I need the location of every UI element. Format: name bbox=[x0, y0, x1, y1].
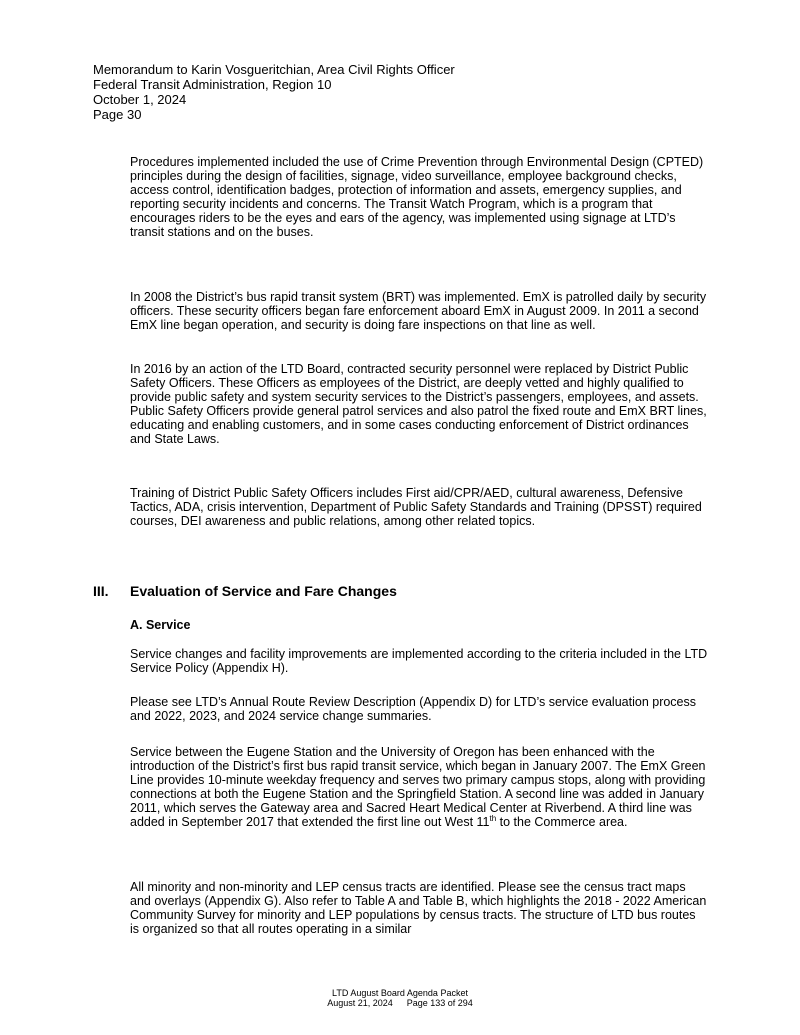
footer-page-count: Page 133 of 294 bbox=[406, 998, 473, 1008]
paragraph-cpted: Procedures implemented included the use of Crime Prevention through Environmental Design (CPTED) principles during the design of facilities, signage, video surveillance, employee background checks, access control, identification badges, protection of information and assets, emergency supplies, and reporting security incidents and concerns. The Transit Watch Program, which is a program that encourages riders to be the eyes and ears of the agency, was implemented using signage at LTD’s transit stations and on the buses. bbox=[130, 155, 704, 240]
memo-organization: Federal Transit Administration, Region 10 bbox=[93, 77, 332, 92]
emx-service-text-end: to the Commerce area. bbox=[496, 815, 628, 830]
paragraph-emx-service bbox=[130, 745, 708, 830]
memo-page-number: Page 30 bbox=[93, 107, 142, 122]
paragraph-census-tracts: All minority and non-minority and LEP census tracts are identified. Please see the census tract maps and overlays (Appendix G). Also refer to Table A and Table B, which highlights the 2018 - 2022 American Community Survey for minority and LEP populations by census tracts. The structure of LTD bus routes is organized so that all routes operating in a similar bbox=[130, 880, 707, 937]
page-footer bbox=[0, 988, 800, 1008]
paragraph-service-policy: Service changes and facility improvements are implemented according to the criteria included in the LTD Service Policy (Appendix H). bbox=[130, 647, 708, 676]
section-title: Evaluation of Service and Fare Changes bbox=[130, 583, 397, 599]
footer-date-page bbox=[0, 998, 800, 1008]
paragraph-officer-training: Training of District Public Safety Officers includes First aid/CPR/AED, cultural awareness, Defensive Tactics, ADA, crisis intervention, Department of Public Safety Standards and Training (DPSST) required courses, DEI awareness and public relations, among other related topics. bbox=[130, 486, 702, 529]
ordinal-suffix: th bbox=[489, 814, 497, 824]
footer-date: August 21, 2024 bbox=[327, 998, 393, 1008]
section-number: III. bbox=[93, 583, 109, 599]
paragraph-route-review: Please see LTD’s Annual Route Review Description (Appendix D) for LTD’s service evaluation process and 2022, 2023, and 2024 service change summaries. bbox=[130, 695, 697, 724]
footer-packet-title: LTD August Board Agenda Packet bbox=[332, 988, 468, 998]
paragraph-brt-emx: In 2008 the District’s bus rapid transit system (BRT) was implemented. EmX is patrolled daily by security officers. These security officers began fare enforcement aboard EmX in August 2009. In 2011 a second EmX line began operation, and security is doing fare inspections on that line as well. bbox=[130, 290, 707, 333]
memo-recipient: Memorandum to Karin Vosgueritchian, Area Civil Rights Officer bbox=[93, 62, 455, 77]
emx-service-text: Service between the Eugene Station and the University of Oregon has been enhanced with the introduction of the District’s first bus rapid transit service, which began in January 2007. The EmX Green Line provides 10-minute weekday frequency and serves two primary campus stops, along with providing connections at both the Eugene Station and the Springfield Station. A second line was added in January 2011, which serves the Gateway area and Sacred Heart Medical Center at Riverbend. A third line was added in September 2017 that extended the first line out West 11 bbox=[130, 745, 706, 830]
paragraph-public-safety-officers: In 2016 by an action of the LTD Board, contracted security personnel were replaced by District Public Safety Officers. These Officers as employees of the District, are deeply vetted and highly qualified to provide public safety and system security services to the District’s passengers, employees, and assets. Public Safety Officers provide general patrol services and also patrol the fixed route and EmX BRT lines, educating and enabling customers, and in some cases conducting enforcement of District ordinances and State Laws. bbox=[130, 362, 707, 447]
subsection-heading: A. Service bbox=[130, 618, 191, 632]
memo-date: October 1, 2024 bbox=[93, 92, 187, 107]
memo-header bbox=[93, 62, 455, 122]
section-heading bbox=[93, 583, 397, 599]
